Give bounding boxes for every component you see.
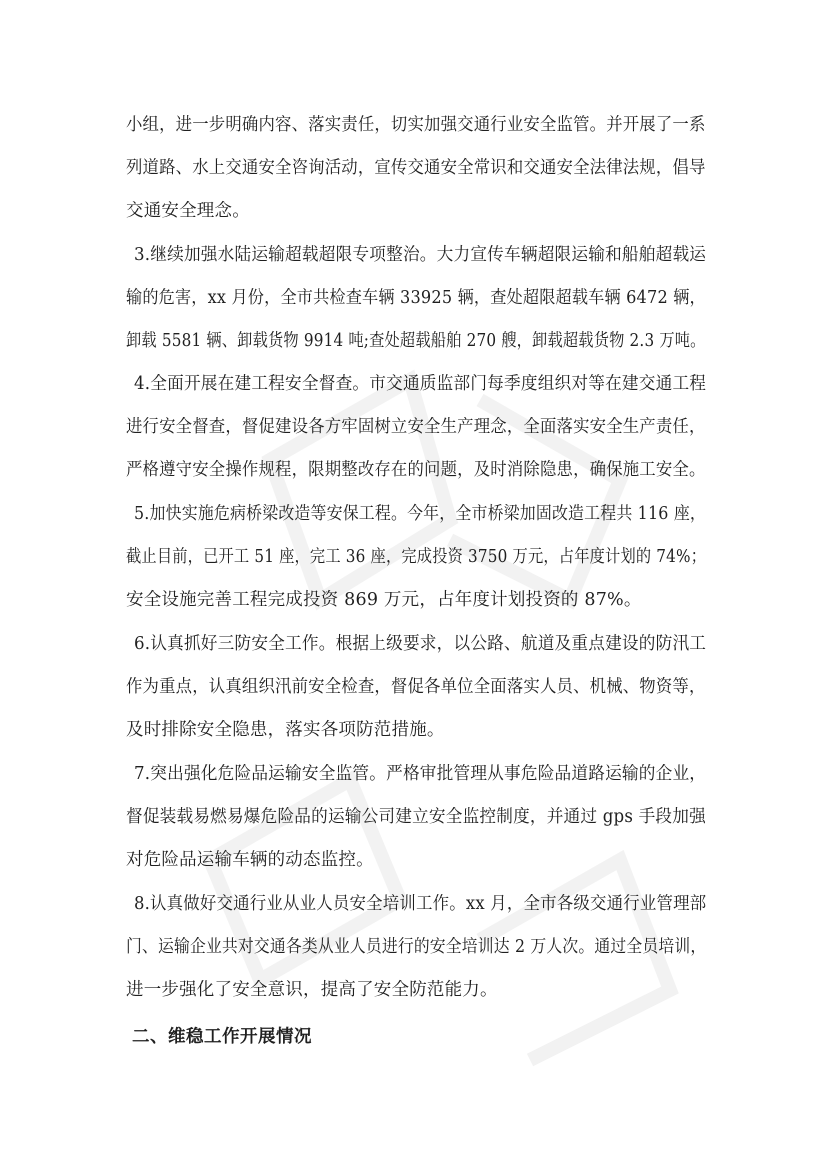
text-line: 4.全面开展在建工程安全督查。市交通质监部门每季度组织对等在建交通工程 bbox=[134, 374, 707, 394]
text-line: 交通安全理念。 bbox=[126, 201, 250, 221]
text-line: 小组，进一步明确内容、落实责任，切实加强交通行业安全监管。并开展了一系 bbox=[126, 115, 706, 135]
text-line: 及时排除安全隐患，落实各项防范措施。 bbox=[126, 720, 445, 740]
text-line: 作为重点，认真组织汛前安全检查，督促各单位全面落实人员、机械、物资等， bbox=[126, 677, 706, 697]
text-line: 8.认真做好交通行业从业人员安全培训工作。xx 月，全市各级交通行业管理部 bbox=[134, 894, 707, 914]
text-line: 进一步强化了安全意识，提高了安全防范能力。 bbox=[126, 980, 498, 1000]
text-line: 截止目前，已开工 51 座，完工 36 座，完成投资 3750 万元，占年度计划的 74%； bbox=[126, 547, 707, 567]
text-line: 输的危害，xx 月份，全市共检查车辆 33925 辆，查处超限超载车辆 6472 辆， bbox=[126, 288, 706, 308]
text-line: 对危险品运输车辆的动态监控。 bbox=[126, 850, 374, 870]
text-line: 6.认真抓好三防安全工作。根据上级要求，以公路、航道及重点建设的防汛工 bbox=[134, 634, 707, 654]
text-line: 列道路、水上交通安全咨询活动，宣传交通安全常识和交通安全法律法规，倡导 bbox=[126, 158, 706, 178]
text-line: 3.继续加强水陆运输超载超限专项整治。大力宣传车辆超限运输和船舶超载运 bbox=[134, 245, 707, 265]
text-line: 督促装载易燃易爆危险品的运输公司建立安全监控制度，并通过 gps 手段加强 bbox=[126, 807, 706, 827]
text-line: 安全设施完善工程完成投资 869 万元，占年度计划投资的 87%。 bbox=[126, 590, 642, 610]
text-line: 7.突出强化危险品运输安全监管。严格审批管理从事危险品道路运输的企业， bbox=[134, 764, 707, 784]
text-line: 进行安全督查，督促建设各方牢固树立安全生产理念，全面落实安全生产责任， bbox=[126, 417, 706, 437]
section-heading: 二、维稳工作开展情况 bbox=[132, 1027, 312, 1047]
text-line: 门、运输企业共对交通各类从业人员进行的安全培训达 2 万人次。通过全员培训， bbox=[126, 937, 707, 957]
text-line: 5.加快实施危病桥梁改造等安保工程。今年，全市桥梁加固改造工程共 116 座， bbox=[134, 504, 707, 524]
text-line: 卸载 5581 辆、卸载货物 9914 吨;查处超载船舶 270 艘，卸载超载货物 2.3 万吨。 bbox=[126, 331, 706, 351]
text-line: 严格遵守安全操作规程，限期整改存在的问题，及时消除隐患，确保施工安全。 bbox=[126, 460, 706, 480]
